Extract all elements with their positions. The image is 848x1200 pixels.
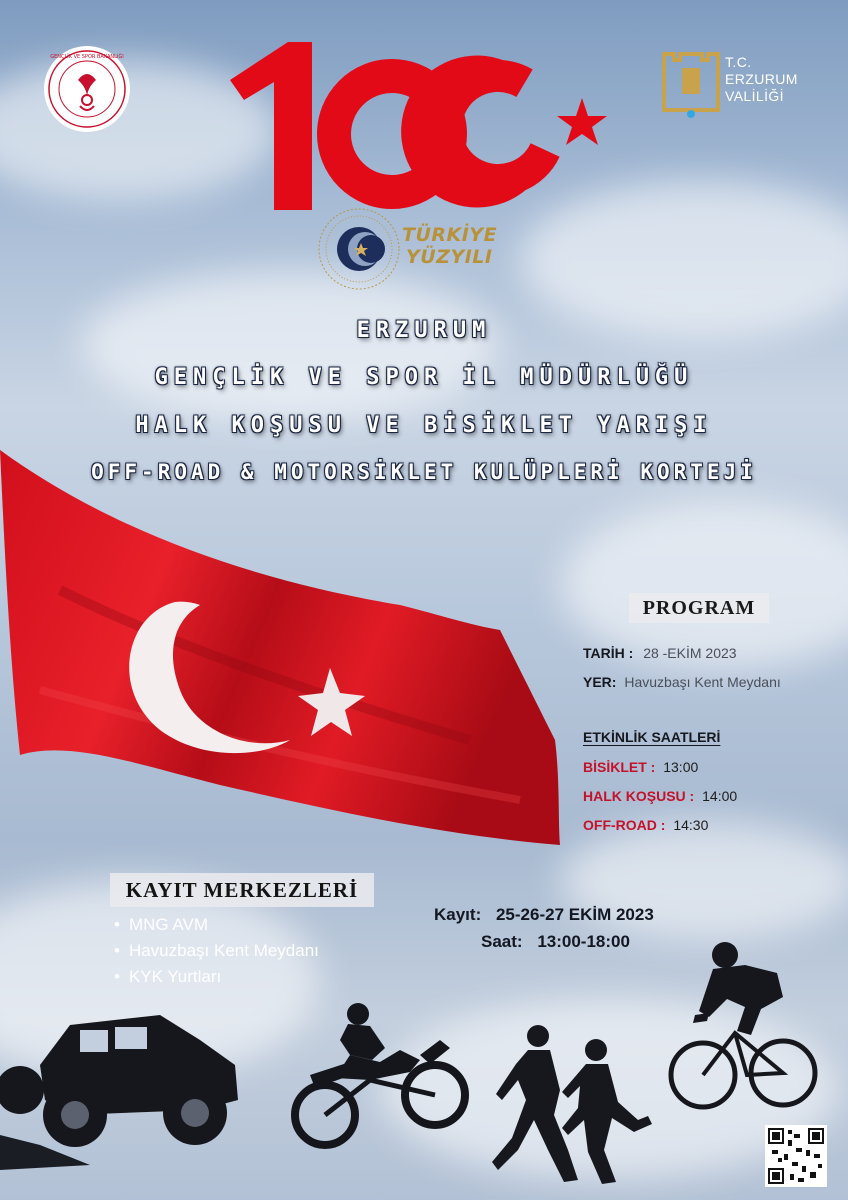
- schedule-row: [583, 759, 698, 775]
- crescent-star-icon: [315, 205, 403, 293]
- qr-code-pattern: [768, 1128, 824, 1184]
- registration-hours: [481, 932, 630, 952]
- date-row: [583, 645, 737, 661]
- schedule-time: 13:00: [663, 759, 699, 775]
- place-value: Havuzbaşı Kent Meydanı: [624, 674, 781, 690]
- governorship-line: VALİLİĞİ: [725, 88, 784, 104]
- schedule-label: HALK KOŞUSU :: [583, 788, 695, 804]
- governorship-line: T.C.: [725, 54, 752, 70]
- erzurum-governorship-logo: [660, 48, 722, 120]
- runners-icon: [488, 1020, 658, 1190]
- schedule-row: [583, 788, 737, 804]
- registration-centers-list: [114, 912, 319, 990]
- list-item: • KYK Yurtları: [114, 964, 319, 990]
- date-label: TARİH :: [583, 645, 634, 661]
- governorship-line: ERZURUM: [725, 71, 798, 87]
- schedule-label: BİSİKLET :: [583, 759, 656, 775]
- cloud: [80, 270, 500, 420]
- centennial-number: [285, 55, 287, 56]
- centennial-100-logo: [230, 38, 620, 218]
- place-row: [583, 674, 781, 690]
- turkiye-yuzyili-wordmark: [402, 224, 497, 268]
- turkiye-line: TÜRKİYE: [402, 224, 498, 246]
- list-item: • MNG AVM: [114, 912, 319, 938]
- star-icon: [557, 98, 607, 145]
- offroad-jeep-icon: [0, 995, 250, 1175]
- registration-hours-label: Saat:: [481, 932, 523, 951]
- registration-dates-value: 25-26-27 EKİM 2023: [495, 905, 654, 924]
- registration-centers-title: KAYIT MERKEZLERİ: [110, 873, 374, 907]
- turkish-flag: [0, 440, 570, 870]
- schedule-time: 14:00: [702, 788, 738, 804]
- headline-line-4: OFF-ROAD & MOTORSİKLET KULÜPLERİ KORTEJİ: [91, 460, 757, 484]
- logo-left-text: GENÇLİK VE SPOR BAKANLIĞI: [50, 54, 124, 60]
- registration-hours-value: 13:00-18:00: [537, 932, 630, 951]
- place-label: YER:: [583, 674, 617, 690]
- headline-line-2: GENÇLİK VE SPOR İL MÜDÜRLÜĞÜ: [154, 365, 694, 390]
- list-item: • Havuzbaşı Kent Meydanı: [114, 938, 319, 964]
- youth-sports-ministry-logo: [42, 44, 132, 134]
- cyclist-icon: [665, 935, 825, 1115]
- program-title: PROGRAM: [629, 593, 769, 623]
- yuzyili-line: YÜZYILI: [406, 246, 493, 268]
- registration-dates: [434, 905, 654, 925]
- headline-line-3: HALK KOŞUSU VE BİSİKLET YARIŞI: [135, 413, 713, 438]
- schedule-time: 14:30: [673, 817, 709, 833]
- qr-code[interactable]: [765, 1125, 827, 1187]
- schedule-label: OFF-ROAD :: [583, 817, 666, 833]
- headline-line-1: ERZURUM: [356, 318, 492, 343]
- governorship-name: [725, 54, 798, 105]
- motorcycle-rider-icon: [290, 1000, 470, 1160]
- date-value: 28 -EKİM 2023: [643, 645, 737, 661]
- schedule-row: [583, 817, 708, 833]
- schedule-title: ETKİNLİK SAATLERİ: [583, 729, 721, 745]
- registration-dates-label: Kayıt:: [434, 905, 482, 924]
